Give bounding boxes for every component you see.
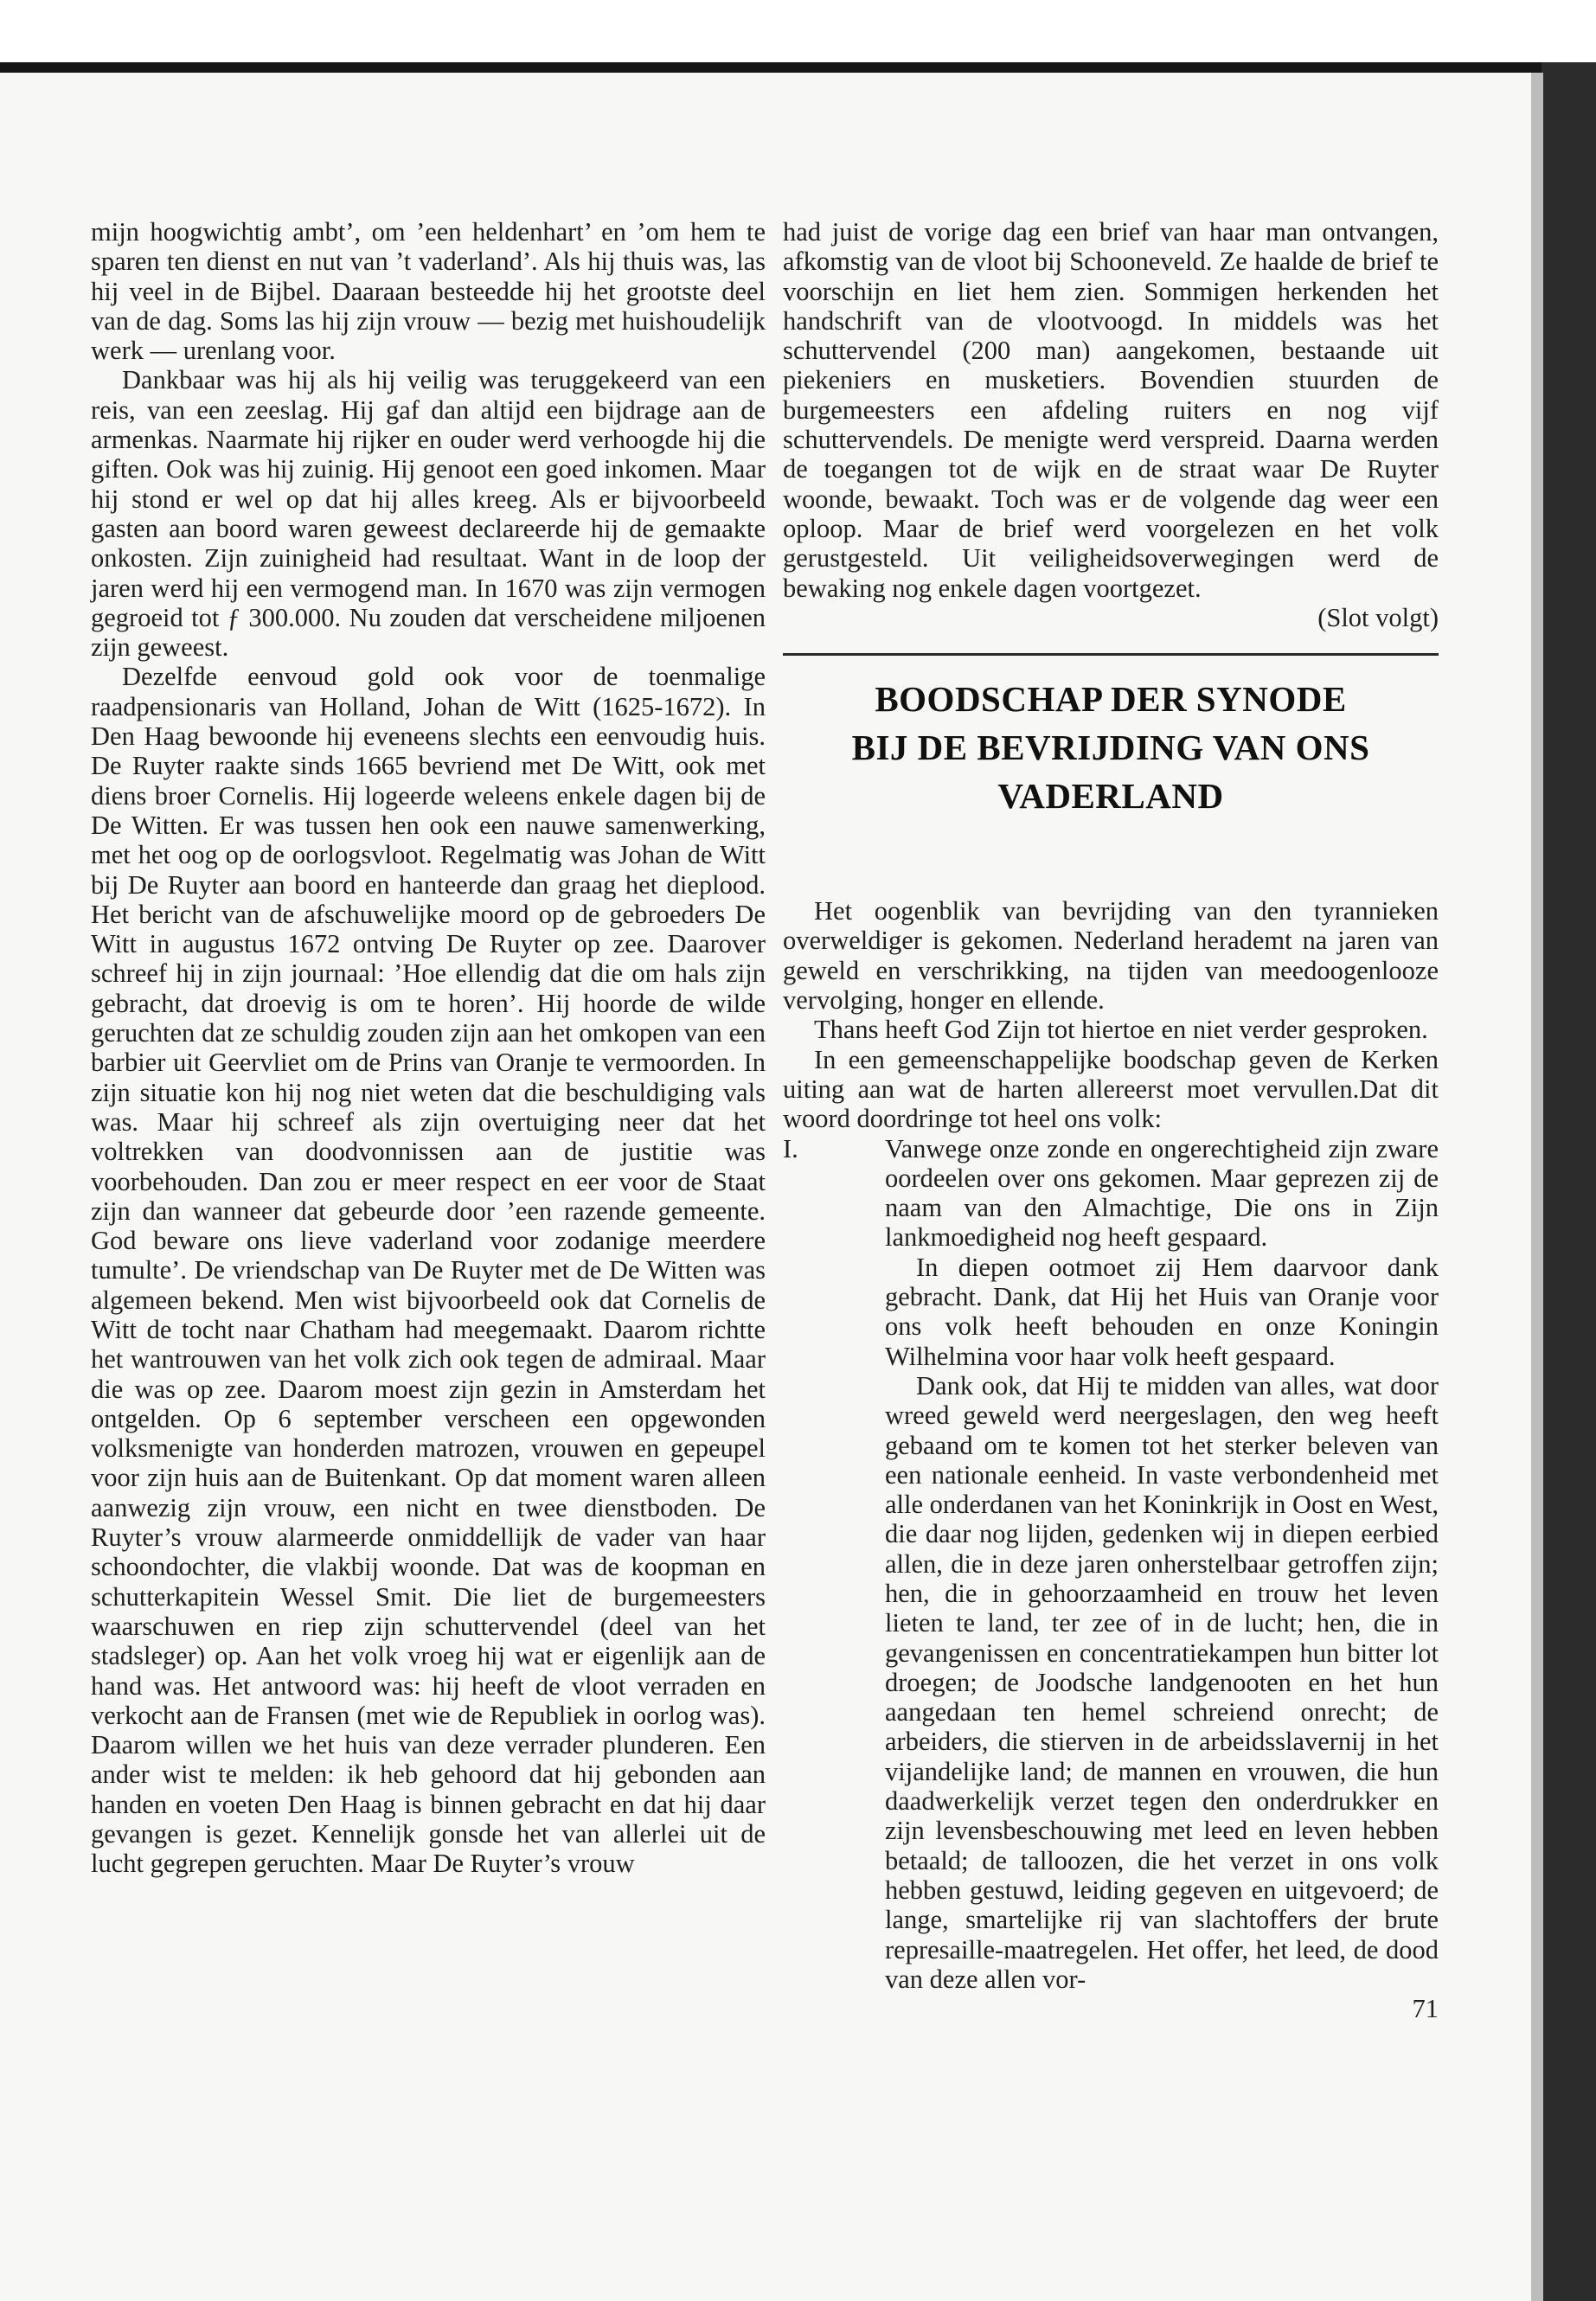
document-page <box>0 73 1531 2301</box>
page-edge-shadow <box>1531 73 1543 2301</box>
paragraph: Dank ook, dat Hij te midden van alles, wat door wreed geweld werd neergeslagen, den weg heeft gebaand om te komen tot het sterker beleven van een nationale eenheid. In vaste verbondenheid met alle onderdanen van het Koninkrijk in Oost en West, die daar nog lijden, gedenken wij in diepen eerbied allen, die in deze jaren onherstelbaar getroffen zijn; hen, die in gehoorzaamheid en trouw het leven lieten te land, ter zee of in de lucht; hen, die in gevangenissen en concentratiekampen hun bitter lot droegen; de Joodsche landgenooten en het hun aangedaan ten hemel schreiend onrecht; de arbeiders, die stierven in de arbeidsslavernij in het vijandelijke land; de mannen en vrouwen, die hun daadwerkelijk verzet tegen den onderdrukker en zijn levensbeschouwing met leed en leven hebben betaald; de talloozen, die het verzet in ons volk hebben gestuwd, leiding gegeven en uitgevoerd; de lange, smartelijke rij van slachtoffers der brute represaille-maatregelen. Het offer, het leed, de dood van deze allen vor- <box>885 1370 1439 1994</box>
paragraph: Vanwege onze zonde en ongerechtigheid zijn zware oordeelen over ons gekomen. Maar geprezen zij de naam van den Almachtige, Die ons in Zijn lankmoedigheid nog heeft gespaard. <box>885 1133 1439 1253</box>
scan-top-edge <box>0 62 1596 73</box>
paragraph: Dezelfde eenvoud gold ook voor de toenmalige raadpensionaris van Holland, Johan de Witt (1625-1672). In Den Haag bewoonde hij eveneens slechts een eenvoudig huis. De Ruyter raakte sinds 1665 bevriend met De Witt, ook met diens broer Cornelis. Hij logeerde weleens enkele dagen bij de De Witten. Er was tussen hen ook een nauwe samenwerking, met het oog op de oorlogsvloot. Regelmatig was Johan de Witt bij De Ruyter aan boord en hanteerde dan graag het dieplood. Het bericht van de afschuwelijke moord op de gebroeders De Witt in augustus 1672 ontving De Ruyter op zee. Daarover schreef hij in zijn journaal: ’Hoe ellendig dat die om hals zijn gebracht, dat droevig is om te horen’. Hij hoorde de wilde geruchten dat ze schuldig zouden zijn aan het omkopen van een barbier uit Geervliet om de Prins van Oranje te vermoorden. In zijn situatie kon hij nog niet weten dat die beschuldiging vals was. Maar hij schreef als zijn overtuiging neer dat het voltrekken van doodvonnissen aan de justitie was voorbehouden. Dan zou er meer respect en eer voor de Staat zijn dan wanneer dat gebeurde door ’een razende gemeente. God beware ons lieve vaderland voor zodanige meerdere tumulte’. De vriendschap van De Ruyter met de De Witten was algemeen bekend. Men wist bijvoorbeeld ook dat Cornelis de Witt de tocht naar Chatham had meegemaakt. Daarom richtte het wantrouwen van het volk zich ook tegen de admiraal. Maar die was op zee. Daarom moest zijn gezin in Amsterdam het ontgelden. Op 6 september verscheen een opgewonden volksmenigte van honderden matrozen, vrouwen en gepeupel voor zijn huis aan de Buitenkant. Op dat moment waren alleen aanwezig zijn vrouw, een nicht en twee dienstboden. De Ruyter’s vrouw alarmeerde onmiddellijk de vader van haar schoondochter, die vlakbij woonde. Dat was de koopman en schutterkapitein Wessel Smit. Die liet de burgemeesters waarschuwen en riep zijn schuttervendel (deel van het stadsleger) op. Aan het volk vroeg hij wat er eigenlijk aan de hand was. Het antwoord was: hij heeft de vloot verraden en verkocht aan de Fransen (met wie de Republiek in oorlog was). Daarom willen we het huis van deze verrader plunderen. Een ander wist te melden: ik heb gehoord dat hij gebonden aan handen en voeten Den Haag is binnen gebracht en dat hij daar gevangen is gezet. Kennelijk gonsde het van allerlei uit de lucht gegrepen geruchten. Maar De Ruyter’s vrouw <box>91 662 766 1879</box>
page-number: 71 <box>1412 1994 1439 2024</box>
heading-line: BIJ DE BEVRIJDING VAN ONS <box>851 727 1370 768</box>
heading-line: VADERLAND <box>997 776 1224 817</box>
section-body <box>885 1134 1439 1995</box>
to-be-continued: (Slot volgt) <box>1317 602 1439 632</box>
section-number: I. <box>783 1133 798 1163</box>
scan-top-margin <box>0 0 1596 62</box>
left-column <box>91 217 766 1879</box>
paragraph: In diepen ootmoet zij Hem daarvoor dank gebracht. Dank, dat Hij het Huis van Oranje voor ons volk heeft behouden en onze Koningin Wilhelmina voor haar volk heeft gespaard. <box>885 1252 1439 1371</box>
numbered-section <box>783 1134 1439 1995</box>
right-column <box>783 217 1439 2023</box>
paragraph: Dankbaar was hij als hij veilig was teruggekeerd van een reis, van een zeeslag. Hij gaf dan altijd een bijdrage aan de armenkas. Naarmate hij rijker en ouder werd verhoogde hij die giften. Ook was hij zuinig. Hij genoot een goed inkomen. Maar hij stond er wel op dat hij alles kreeg. Als er bijvoorbeeld gasten aan boord waren geweest declareerde hij de gemaakte onkosten. Zijn zuinigheid had resultaat. Want in de loop der jaren werd hij een vermogend man. In 1670 was zijn vermogen gegroeid tot ƒ 300.000. Nu zouden dat verscheidene miljoenen zijn geweest. <box>91 365 766 663</box>
heading-line: BOODSCHAP DER SYNODE <box>875 679 1347 720</box>
section-divider <box>783 653 1439 656</box>
scan-right-edge <box>1542 62 1596 2301</box>
paragraph: In een gemeenschappelijke boodschap geven de Kerken uiting aan wat de harten allereerst moet vervullen.Dat dit woord doordringe tot heel ons volk: <box>783 1044 1439 1134</box>
paragraph: Het oogenblik van bevrijding van den tyrannieken overweldiger is gekomen. Nederland herademt na jaren van geweld en verschrikking, na tijden van meedoogenlooze vervolging, honger en ellende. <box>783 896 1439 1016</box>
article-heading <box>783 675 1439 820</box>
paragraph: had juist de vorige dag een brief van haar man ontvangen, afkomstig van de vloot bij Schooneveld. Ze haalde de brief te voorschijn en liet hem zien. Sommigen herkenden het handschrift van de vlootvoogd. In middels was het schuttervendel (200 man) aangekomen, bestaande uit piekeniers en musketiers. Bovendien stuurden de burgemeesters een afdeling ruiters en nog vijf schuttervendels. De menigte werd verspreid. Daarna werden de toegangen tot de wijk en de straat waar De Ruyter woonde, bewaakt. Toch was er de volgende dag weer een oploop. Maar de brief werd voorgelezen en het volk gerustgesteld. Uit veiligheidsoverwegingen werd de bewaking nog enkele dagen voortgezet. <box>783 217 1439 603</box>
paragraph: mijn hoogwichtig ambt’, om ’een heldenhart’ en ’om hem te sparen ten dienst en nut van ’t vaderland’. Als hij thuis was, las hij veel in de Bijbel. Daaraan besteedde hij het grootste deel van de dag. Soms las hij zijn vrouw — bezig met huishoudelijk werk — urenlang voor. <box>91 217 766 366</box>
paragraph: Thans heeft God Zijn tot hiertoe en niet verder gesproken. <box>814 1015 1428 1045</box>
